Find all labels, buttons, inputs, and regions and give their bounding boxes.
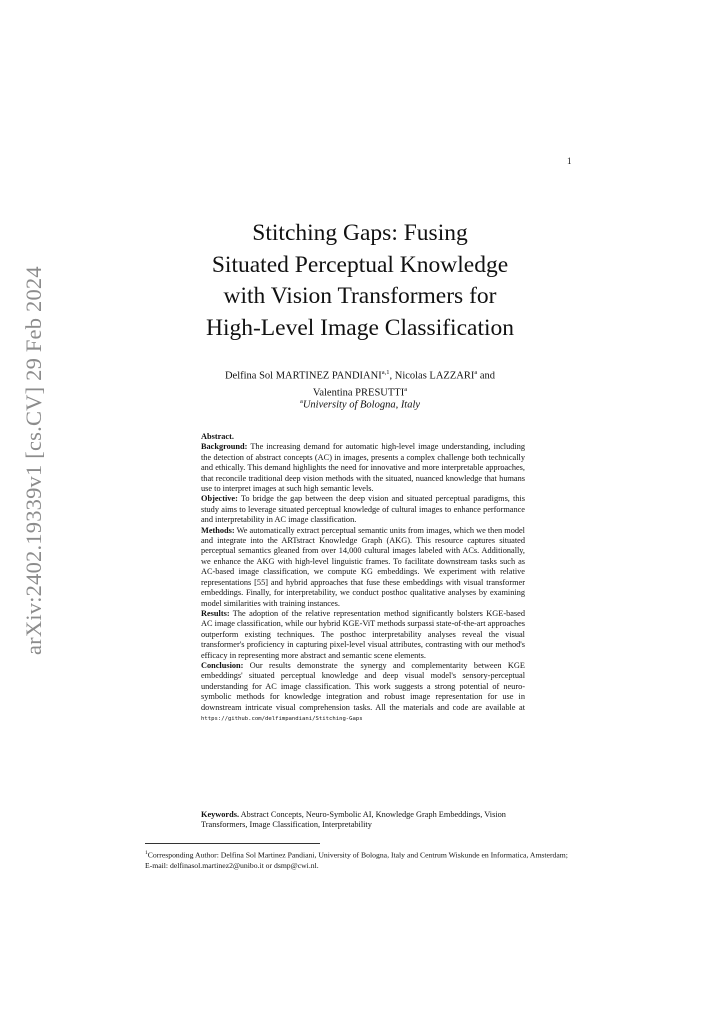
title-line: Situated Perceptual Knowledge xyxy=(211,251,509,278)
author-separator: , Nicolas LAZZARI xyxy=(389,370,475,382)
keywords-block xyxy=(201,810,525,831)
author-superscript: a,1 xyxy=(381,369,390,376)
keywords-label: Keywords. xyxy=(201,810,240,819)
affiliation-text: University of Bologna, Italy xyxy=(302,399,421,411)
title-line: High-Level Image Classification xyxy=(205,314,514,341)
abstract-heading: Abstract. xyxy=(201,432,234,441)
page-number: 1 xyxy=(567,156,572,166)
abstract-block xyxy=(201,432,525,724)
abstract-methods xyxy=(201,526,525,609)
title-line: Stitching Gaps: Fusing xyxy=(252,220,468,246)
abstract-results xyxy=(201,609,525,661)
footnote xyxy=(145,848,575,871)
footnote-divider xyxy=(145,843,320,844)
section-text: Our results demonstrate the synergy and complementarity between KGE embeddings' situated perceptual knowledge and deep visual model's sensory-perceptual understanding for AC image classification. This work suggests a strong potential of neuro-symbolic methods for knowledge integration and robust image representation for use in downstream intricate visual comprehension tasks. All the materials and code are available at xyxy=(201,660,525,712)
author-list xyxy=(160,366,560,400)
author-separator: and xyxy=(477,370,496,382)
section-text: To bridge the gap between the deep vision and situated perceptual paradigms, this study aims to leverage situated perceptual knowledge of cultural images to enhance performance and interpretability in AC image classification. xyxy=(201,494,525,525)
abstract-objective xyxy=(201,494,525,525)
footnote-text: Corresponding Author: Delfina Sol Martinez Pandiani, University of Bologna, Italy and Centrum Wiskunde en Informatica, Amsterdam; E-mail: delfinasol.martinez2@unibo.it or dsmp@cwi.nl. xyxy=(145,850,568,870)
footnote-marker: 1 xyxy=(145,850,148,856)
abstract-conclusion xyxy=(201,661,525,724)
author-name: Delfina Sol MARTINEZ PANDIANI xyxy=(224,370,382,382)
paper-title xyxy=(160,218,560,344)
section-label: Background: xyxy=(201,442,248,452)
affiliation xyxy=(160,398,560,411)
arxiv-identifier-stamp: arXiv:2402.19339v1 [cs.CV] 29 Feb 2024 xyxy=(21,266,46,655)
code-repository-link[interactable]: https://github.com/delfimpandiani/Stitching-Gaps xyxy=(201,715,363,722)
title-line: with Vision Transformers for xyxy=(223,283,497,309)
section-label: Conclusion: xyxy=(201,660,244,670)
author-name: Valentina PRESUTTI xyxy=(312,387,405,399)
section-label: Results: xyxy=(201,608,230,618)
section-label: Methods: xyxy=(201,525,235,535)
abstract-background xyxy=(201,442,525,494)
section-label: Objective: xyxy=(201,494,238,504)
author-superscript: a xyxy=(474,369,478,376)
author-superscript: a xyxy=(404,386,408,393)
section-text: The increasing demand for automatic high-level image understanding, including the detection of abstract concepts (AC) in images, presents a complex challenge both technically and ethically. This demand highlights the need for innovative and more interpretable approaches, that reconcile traditional deep vision methods with the situated, nuanced knowledge that humans use to interpret images at such high semantic levels. xyxy=(201,442,525,494)
author-line-1 xyxy=(160,366,560,383)
affiliation-superscript: a xyxy=(299,398,303,405)
section-text: We automatically extract perceptual semantic units from images, which we then model and integrate into the ARTstract Knowledge Graph (AKG). This resource captures situated perceptual semantics gleaned from over 14,000 cultural images labeled with ACs. Additionally, we enhance the AKG with high-level linguistic frames. To facilitate downstream tasks such as AC-based image classification, we compute KG embeddings. We experiment with relative representations [55] and hybrid approaches that fuse these embeddings with visual transformer embeddings. Finally, for interpretability, we conduct posthoc qualitative analyses by examining model similarities with training instances. xyxy=(201,525,525,608)
section-text: The adoption of the relative representation method significantly bolsters KGE-based AC image classification, while our hybrid KGE-ViT methods surpassi state-of-the-art approaches outperform existing techniques. The posthoc interpretability analyses reveal the visual transformer's proficiency in capturing pixel-level visual attributes, contrasting with our method's efficacy in representing more abstract and semantic scene elements. xyxy=(201,608,525,660)
keywords-text: Abstract Concepts, Neuro-Symbolic AI, Knowledge Graph Embeddings, Vision Transformers, Image Classification, Interpretability xyxy=(201,810,506,830)
